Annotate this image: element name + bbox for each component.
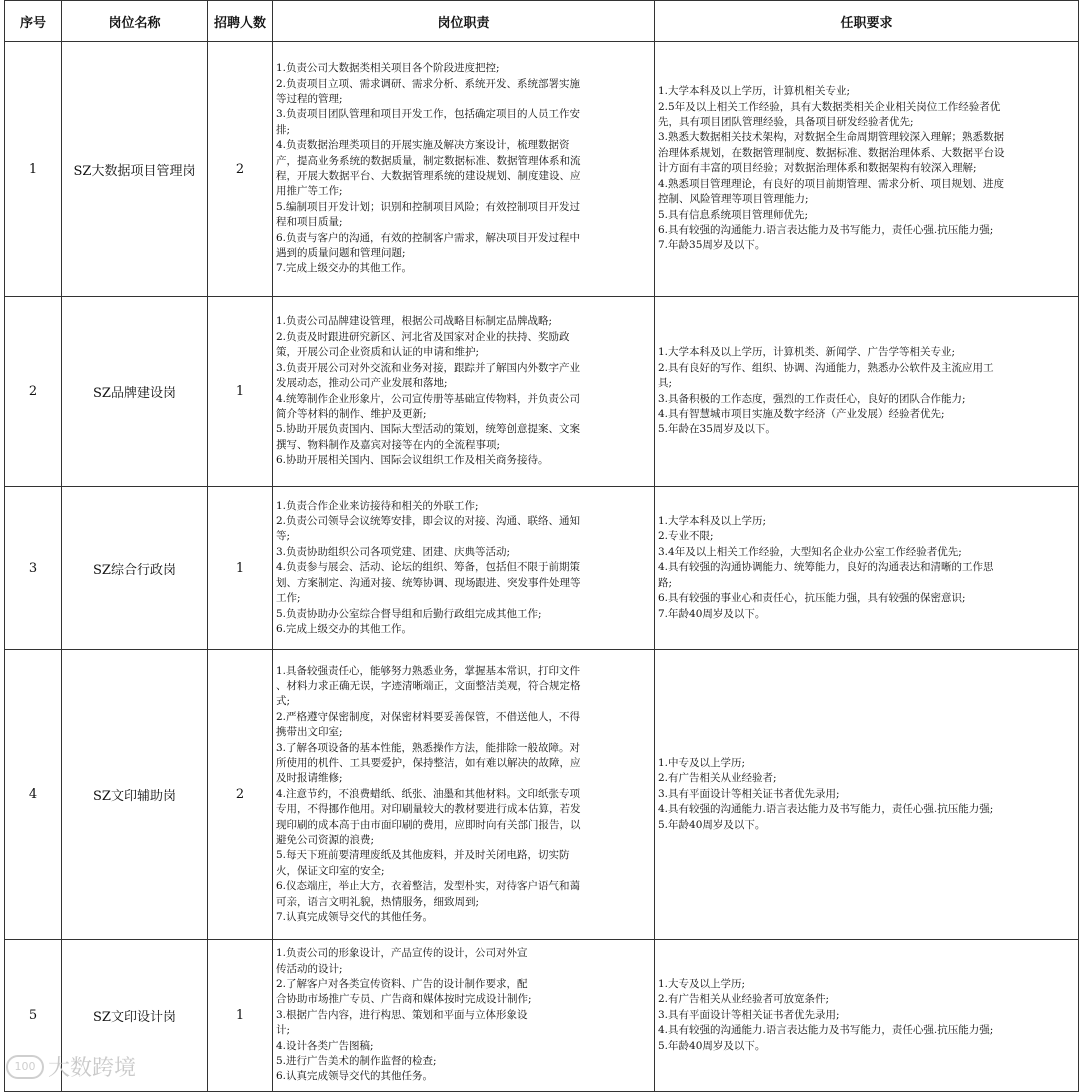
duty-line: 划、方案制定、沟通对接、统筹协调、现场跟进、突发事件处理等	[276, 576, 581, 589]
requirement-line: 2.有广告相关从业经验者可放宽条件;	[658, 993, 830, 1006]
duty-line: 1.负责合作企业来访接待和相关的外联工作;	[276, 499, 479, 512]
duty-line: 等;	[276, 530, 291, 543]
recruitment-table	[4, 0, 1079, 1092]
duty-line: 遇到的质量问题和管理问题;	[276, 247, 406, 260]
duty-line: 4.统筹制作企业形象片，公司宣传册等基础宣传物料，并负责公司	[276, 392, 581, 405]
table-row	[5, 297, 1079, 487]
requirement-line: 1.大学本科及以上学历，计算机类、新闻学、广告学等相关专业;	[658, 346, 956, 359]
row-duties-cell	[273, 487, 655, 650]
duty-line: 用推广等工作;	[276, 185, 343, 198]
duty-line: 1.具备较强责任心，能够努力熟悉业务，掌握基本常识，打印文件	[276, 664, 581, 677]
duty-line: 发展动态，推动公司产业发展和落地;	[276, 377, 448, 390]
duty-line: 工作;	[276, 592, 301, 605]
duty-line: 火，保证文印室的安全;	[276, 864, 385, 877]
row-requirements-cell	[655, 487, 1079, 650]
duty-line: 可亲，语言文明礼貌，热情服务，细致周到;	[276, 895, 480, 908]
duty-line: 1.负责公司大数据类相关项目各个阶段进度把控;	[276, 62, 500, 75]
requirement-line: 4.具有较强的沟通能力.语言表达能力及书写能力，责任心强.抗压能力强;	[658, 803, 994, 816]
duty-line: 3.负责项目团队管理和项目开发工作，包括确定项目的人员工作安	[276, 108, 581, 121]
row-headcount: 1	[208, 297, 273, 487]
duty-line: 专用，不得挪作他用。对印刷量较大的教材要进行成本估算，若发	[276, 803, 581, 816]
duty-line: 4.负责数据治理类项目的开展实施及解决方案设计，梳理数据资	[276, 139, 570, 152]
duty-line: 产，提高业务系统的数据质量，制定数据标准、数据管理体系和流	[276, 154, 581, 167]
row-requirements-cell	[655, 42, 1079, 297]
duty-line: 5.进行广告美术的制作监督的检查;	[276, 1055, 437, 1068]
requirement-line: 1.大学本科及以上学历;	[658, 515, 767, 528]
row-headcount: 1	[208, 487, 273, 650]
row-serial-number: 5	[5, 940, 62, 1092]
duty-line: 6.负责与客户的沟通，有效的控制客户需求，解决项目开发过程中	[276, 231, 581, 244]
duty-line: 撰写、物料制作及嘉宾对接等在内的全流程事项;	[276, 438, 501, 451]
row-serial-number: 2	[5, 297, 62, 487]
header-headcount: 招聘人数	[208, 1, 273, 42]
duty-line: 5.每天下班前要清理废纸及其他废料，并及时关闭电路，切实防	[276, 849, 570, 862]
table-row	[5, 487, 1079, 650]
duty-line: 等过程的管理;	[276, 92, 343, 105]
duty-line: 5.编制项目开发计划；识别和控制项目风险；有效控制项目开发过	[276, 200, 581, 213]
duty-line: 6.完成上级交办的其他工作。	[276, 622, 413, 635]
row-serial-number: 1	[5, 42, 62, 297]
watermark	[6, 1051, 136, 1082]
requirement-line: 3.具有平面设计等相关证书者优先录用;	[658, 1008, 840, 1021]
requirement-line: 6.具有较强的沟通能力.语言表达能力及书写能力，责任心强.抗压能力强;	[658, 223, 994, 236]
requirement-line: 3.具有平面设计等相关证书者优先录用;	[658, 787, 840, 800]
requirement-line: 控制、风险管理等项目管理能力;	[658, 193, 809, 206]
header-requirements: 任职要求	[655, 1, 1079, 42]
duty-line: 1.负责公司品牌建设管理，根据公司战略目标制定品牌战略;	[276, 315, 553, 328]
header-position-name: 岗位名称	[62, 1, 208, 42]
row-requirements-cell	[655, 650, 1079, 940]
requirement-line: 6.具有较强的事业心和责任心，抗压能力强，具有较强的保密意识;	[658, 592, 966, 605]
row-duties-cell	[273, 42, 655, 297]
duty-line: 4.注意节约，不浪费蜡纸、纸张、油墨和其他材料。文印纸张专项	[276, 787, 581, 800]
duty-line: 6.协助开展相关国内、国际会议组织工作及相关商务接待。	[276, 454, 549, 467]
duty-line: 6.仪态端庄，举止大方，衣着整洁，发型朴实，对待客户语气和蔼	[276, 880, 581, 893]
requirement-line: 计方面有丰富的项目经验；对数据治理体系和数据架构有较深入理解;	[658, 162, 977, 175]
table-row	[5, 940, 1079, 1092]
requirement-line: 2.专业不限;	[658, 530, 714, 543]
requirement-line: 5.具有信息系统项目管理师优先;	[658, 208, 809, 221]
header-serial-number: 序号	[5, 1, 62, 42]
row-headcount: 2	[208, 42, 273, 297]
requirement-line: 路;	[658, 576, 673, 589]
row-duties-cell	[273, 297, 655, 487]
row-position-name: SZ综合行政岗	[62, 487, 208, 650]
row-duties-cell	[273, 940, 655, 1092]
duty-line: 3.了解各项设备的基本性能，熟悉操作方法，能排除一般故障。对	[276, 741, 581, 754]
duty-line: 程，开展大数据平台、大数据管理系统的建设规划、制度建设、应	[276, 170, 581, 182]
row-position-name: SZ文印辅助岗	[62, 650, 208, 940]
row-position-name: SZ品牌建设岗	[62, 297, 208, 487]
requirement-line: 1.大学本科及以上学历，计算机相关专业;	[658, 85, 851, 98]
duty-line: 现印刷的成本高于由市面印刷的费用，应即时向有关部门报告，以	[276, 818, 581, 831]
duty-line: 3.负责协助组织公司各项党建、团建、庆典等活动;	[276, 545, 511, 558]
duty-line: 6.认真完成领导交代的其他任务。	[276, 1070, 434, 1083]
row-requirements-cell	[655, 297, 1079, 487]
row-duties-cell	[273, 650, 655, 940]
duty-line: 传活动的设计;	[276, 962, 343, 975]
row-position-name: SZ大数据项目管理岗	[62, 42, 208, 297]
duty-line: 所使用的机件、工具要爱护，保持整洁，如有难以解决的故障，应	[276, 756, 581, 769]
duty-line: 3.根据广告内容，进行构思、策划和平面与立体形象设	[276, 1008, 528, 1021]
duty-line: 2.严格遵守保密制度，对保密材料要妥善保管，不借送他人，不得	[276, 710, 581, 723]
duty-line: 3.负责开展公司对外交流和业务对接，跟踪并了解国内外数字产业	[276, 361, 581, 374]
duty-line: 7.完成上级交办的其他工作。	[276, 262, 413, 275]
requirement-line: 7.年龄40周岁及以下。	[658, 607, 766, 620]
duty-line: 合协助市场推广专员、广告商和媒体按时完成设计制作;	[276, 993, 532, 1006]
requirement-line: 7.年龄35周岁及以下。	[658, 239, 766, 252]
row-requirements-cell	[655, 940, 1079, 1092]
requirement-line: 4.熟悉项目管理理论，有良好的项目前期管理、需求分析、项目规划、进度	[658, 177, 1005, 190]
duty-line: 排;	[276, 123, 291, 136]
requirement-line: 先，具有项目团队管理经验，具备项目研发经验者优先;	[658, 116, 914, 129]
duty-line: 、材料力求正确无误，字迹清晰端正，文面整洁美观，符合规定格	[276, 679, 581, 692]
row-serial-number: 4	[5, 650, 62, 940]
duty-line: 2.负责及时跟进研究新区、河北省及国家对企业的扶持、奖励政	[276, 330, 570, 343]
requirement-line: 3.具备积极的工作态度，强烈的工作责任心，良好的团队合作能力;	[658, 392, 966, 405]
duty-line: 5.负责协助办公室综合督导组和后勤行政组完成其他工作;	[276, 607, 542, 620]
requirement-line: 4.具有较强的沟通能力.语言表达能力及书写能力，责任心强.抗压能力强;	[658, 1024, 994, 1037]
duty-line: 4.设计各类广告图稿;	[276, 1039, 374, 1052]
duty-line: 2.负责项目立项、需求调研、需求分析、系统开发、系统部署实施	[276, 77, 581, 90]
duty-line: 式;	[276, 695, 291, 708]
requirement-line: 2.有广告相关从业经验者;	[658, 772, 777, 785]
requirement-line: 具;	[658, 377, 673, 390]
table-row	[5, 650, 1079, 940]
requirement-line: 3.4年及以上相关工作经验，大型知名企业办公室工作经验者优先;	[658, 545, 962, 558]
requirement-line: 5.年龄在35周岁及以下。	[658, 423, 776, 436]
requirement-line: 1.中专及以上学历;	[658, 756, 746, 769]
duty-line: 简介等材料的制作、维护及更新;	[276, 407, 427, 420]
duty-line: 1.负责公司的形象设计，产品宣传的设计，公司对外宣	[276, 947, 528, 960]
requirement-line: 2.5年及以上相关工作经验，具有大数据类相关企业相关岗位工作经验者优	[658, 100, 1001, 113]
duty-line: 4.负责参与展会、活动、论坛的组织、筹备，包括但不限于前期策	[276, 561, 581, 574]
duty-line: 2.负责公司领导会议统筹安排，即会议的对接、沟通、联络、通知	[276, 515, 581, 528]
duty-line: 7.认真完成领导交代的其他任务。	[276, 911, 434, 924]
duty-line: 2.了解客户对各类宣传资料、广告的设计制作要求，配	[276, 977, 528, 990]
header-duties: 岗位职责	[273, 1, 655, 42]
requirement-line: 4.具有智慧城市项目实施及数字经济（产业发展）经验者优先;	[658, 407, 945, 420]
row-headcount: 2	[208, 650, 273, 940]
watermark-logo-icon: 100	[6, 1055, 44, 1079]
requirement-line: 4.具有较强的沟通协调能力、统筹能力，良好的沟通表达和清晰的工作思	[658, 561, 994, 574]
row-position-name: SZ文印设计岗	[62, 940, 208, 1092]
duty-line: 避免公司资源的浪费;	[276, 834, 375, 847]
requirement-line: 2.具有良好的写作、组织、协调、沟通能力，熟悉办公软件及主流应用工	[658, 361, 994, 374]
requirement-line: 5.年龄40周岁及以下。	[658, 1039, 766, 1052]
duty-line: 策，开展公司企业资质和认证的申请和维护;	[276, 346, 480, 359]
watermark-text: 大数跨境	[48, 1056, 137, 1081]
duty-line: 携带出文印室;	[276, 726, 343, 739]
row-headcount: 1	[208, 940, 273, 1092]
duty-line: 5.协助开展负责国内、国际大型活动的策划，统筹创意提案、文案	[276, 423, 581, 436]
table-header-row	[5, 1, 1079, 42]
requirement-line: 3.熟悉大数据相关技术架构，对数据全生命周期管理较深入理解；熟悉数据	[658, 131, 1005, 144]
requirement-line: 5.年龄40周岁及以下。	[658, 818, 766, 831]
duty-line: 计;	[276, 1024, 291, 1037]
table-row	[5, 42, 1079, 297]
duty-line: 程和项目质量;	[276, 216, 343, 229]
requirement-line: 治理体系规划，在数据管理制度、数据标准、数据治理体系、大数据平台设	[658, 146, 1005, 159]
row-serial-number: 3	[5, 487, 62, 650]
duty-line: 及时报请维修;	[276, 772, 343, 785]
requirement-line: 1.大专及以上学历;	[658, 977, 746, 990]
